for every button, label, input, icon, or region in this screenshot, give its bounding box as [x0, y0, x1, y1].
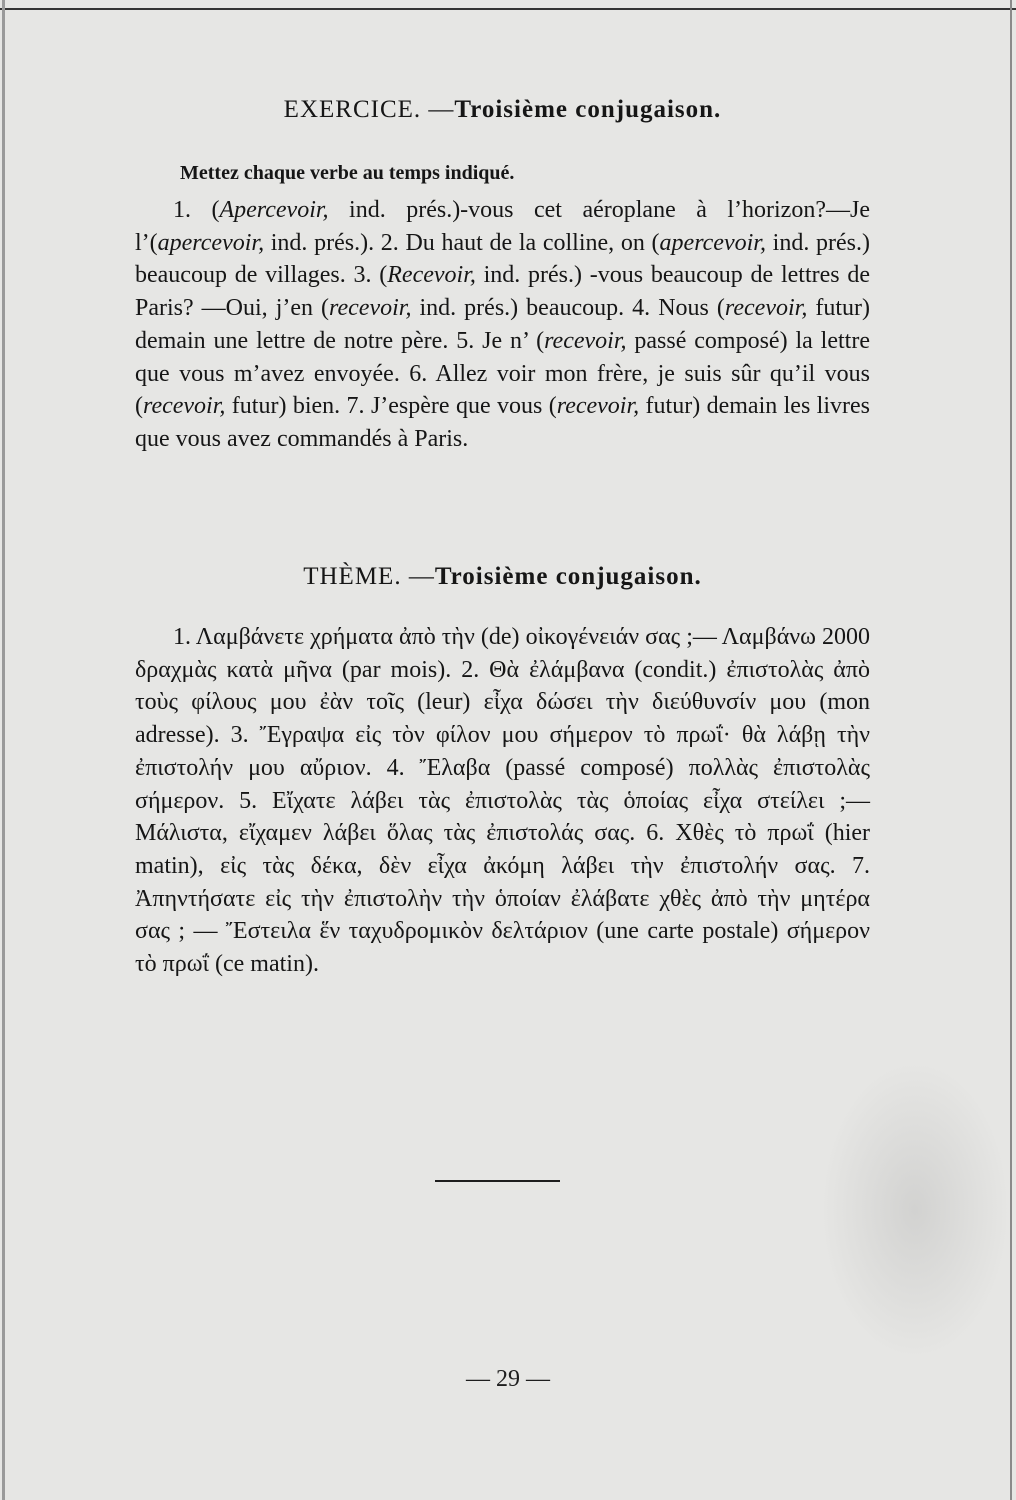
verb-italic: recevoir, — [556, 393, 640, 420]
exercice-title — [135, 96, 870, 124]
theme-title-rest: Troisième conjugaison. — [434, 563, 702, 590]
top-rule — [0, 8, 1016, 10]
verb-italic: Recevoir, — [387, 262, 476, 289]
verb-italic: recevoir, — [724, 295, 808, 322]
right-page-edge — [1010, 0, 1012, 1500]
exercise-text-segment: ind. prés.) beaucoup de villages. 3. ( — [135, 229, 870, 289]
exercise-text-segment: ind. prés.)-vous cet aéroplane à l’horizon?—Je l’( — [135, 197, 870, 256]
end-rule — [435, 1180, 560, 1182]
show-through-shadow — [820, 1060, 1010, 1360]
exercise-text-segment: ind. prés.). 2. Du haut de la colline, on ( — [264, 229, 660, 256]
exercise-text-segment: ind. prés.) beaucoup. 4. Nous ( — [411, 295, 725, 322]
theme-title-prefix: THÈME. — — [303, 563, 435, 590]
page-number: — 29 — — [466, 1366, 550, 1392]
exercise-text-segment: futur) demain les livres que vous avez commandés à Paris. — [135, 393, 871, 452]
verb-italic: apercevoir, — [659, 229, 766, 256]
theme-title — [135, 563, 870, 591]
exercice-paragraph — [135, 194, 870, 456]
exercise-text-segment: futur) demain une lettre de notre père. 5. Je n’ ( — [135, 295, 870, 354]
left-page-edge — [2, 0, 5, 1500]
theme-paragraph: 1. Λαμβάνετε χρήματα ἀπὸ τὴν (de) οἰκογένειάν σας ;— Λαμβάνω 2000 δραχμὰς κατὰ μῆνα (par mois). 2. Θὰ ἐλάμβανα (condit.) ἐπιστολὰς ἀπὸ τοὺς φίλους μου ἐὰν τοῖς (leur) εἶχα δώσει τὴν διεύθυνσίν μου (mon adresse). 3. Ἔγραψα εἰς τὸν φίλον μου σήμερον τὸ πρωΐ· θὰ λάβῃ τὴν ἐπιστολήν μου αὔριον. 4. Ἔλαβα (passé composé) πολλὰς ἐπιστολὰς σήμερον. 5. Εἴχατε λάβει τὰς ἐπιστολὰς τὰς ὁποίας εἶχα στείλει ;— Μάλιστα, εἴχαμεν λάβει ὅλας τὰς ἐπιστολάς σας. 6. Χθὲς τὸ πρωΐ (hier matin), εἰς τὰς δέκα, δὲν εἶχα ἀκόμη λάβει τὴν ἐπιστολήν σας. 7. Ἀπηντήσατε εἰς τὴν ἐπιστολὴν τὴν ὁποίαν ἐλάβατε χθὲς ἀπὸ τὴν μητέρα σας ; — Ἔστειλα ἕν ταχυδρομικὸν δελτάριον (une carte postale) σήμερον τὸ πρωΐ (ce matin). — [135, 624, 870, 978]
exercise-text-segment: ind. prés.) -vous beaucoup de lettres de Paris? —Oui, j’en ( — [135, 262, 870, 322]
exercice-title-prefix: EXERCICE. — — [283, 96, 455, 123]
exercice-title-rest: Troisième conjugaison. — [454, 96, 722, 123]
exercise-text-segment: 1. ( — [173, 197, 220, 223]
verb-italic: recevoir, — [544, 327, 627, 354]
verb-italic: apercevoir, — [157, 229, 265, 256]
verb-italic: recevoir, — [329, 295, 412, 322]
exercice-instruction: Mettez chaque verbe au temps indiqué. — [180, 162, 515, 184]
verb-italic: Apercevoir, — [219, 197, 329, 223]
verb-italic: recevoir, — [143, 393, 226, 420]
exercise-text-segment: passé composé) la lettre que vous m’avez envoyée. 6. Allez voir mon frère, je suis sûr qu’il vous ( — [135, 327, 870, 420]
exercise-text-segment: futur) bien. 7. J’espère que vous ( — [225, 393, 557, 420]
